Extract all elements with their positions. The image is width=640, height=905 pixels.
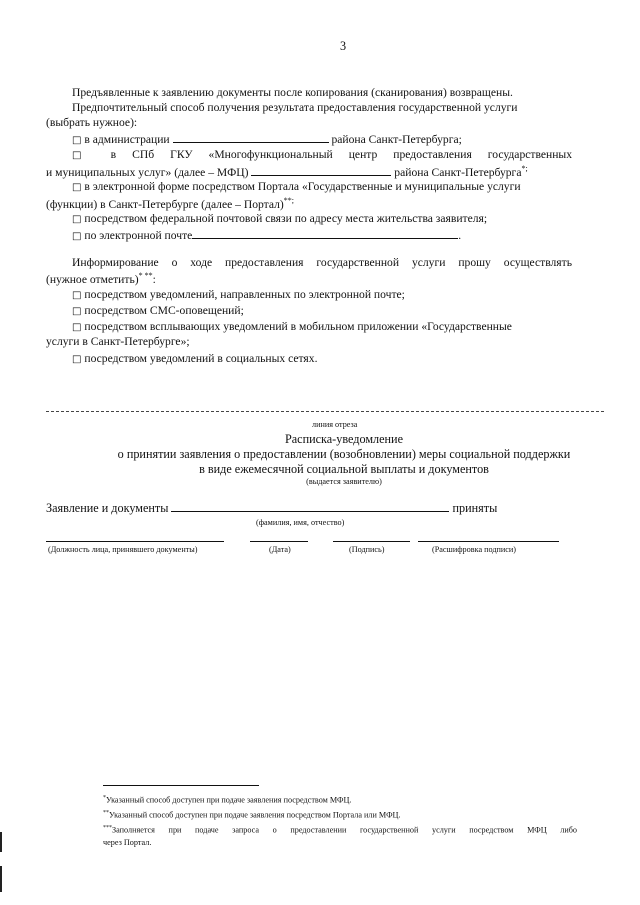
signature-caption: (Подпись) [349,545,385,554]
checkbox-icon[interactable]: □ [72,150,95,161]
checkbox-icon[interactable]: □ [72,306,82,317]
footnote-text: Указанный способ доступен при подаче заявления посредством Портала или МФЦ. [109,810,401,820]
option-portal-label-cont: (функции) в Санкт-Петербурге (далее – Портал) [46,197,284,211]
footnote-mark: *; [521,164,528,173]
option-administration[interactable] [72,132,462,146]
inform-option-social[interactable] [72,352,317,365]
option-portal-label: в электронной форме посредством Портала «Государственные и муниципальные услуги [84,180,521,193]
inform-option-app[interactable] [72,320,512,333]
inform-option-app-cont: услуги в Санкт-Петербурге»; [46,335,190,348]
footnote-mark: *** [103,825,112,831]
inform-heading-cont [46,271,156,286]
inform-option-social-label: посредством уведомлений в социальных сетях. [84,352,318,365]
receipt-note: (выдается заявителю) [306,477,382,486]
receipt-subtitle-cont: в виде ежемесячной социальной выплаты и документов [199,462,489,476]
footnote-mark: **; [283,196,295,205]
date-blank-line[interactable] [250,541,308,542]
date-caption: (Дата) [269,545,291,554]
footnote-text: Заполняется при подаче запроса о предоставлении государственной услуги посредством МФЦ либо [112,825,577,835]
option-mfc-label-cont: и муниципальных услуг» (далее – МФЦ) [46,165,249,179]
documents-returned-text: Предъявленные к заявлению документы после копирования (сканирования) возвращены. [72,86,513,99]
option-administration-label: в администрации [84,133,170,146]
fio-caption: (фамилия, имя, отчество) [256,518,345,527]
receipt-title: Расписка-уведомление [284,432,403,446]
footnote-text: Указанный способ доступен при подаче заявления посредством МФЦ. [106,795,352,805]
receipt-subtitle: о принятии заявления о предоставлении (возобновлении) меры социальной поддержки [117,447,571,461]
option-mfc-suffix: района Санкт-Петербурга [394,165,522,179]
footnote-mark: ** [103,810,109,816]
option-post-label: посредством федеральной почтовой связи по адресу места жительства заявителя; [84,212,488,225]
result-method-heading-cont: (выбрать нужное): [46,116,138,129]
page-number: 3 [340,39,347,53]
option-mfc-cont [46,164,528,179]
inform-option-sms-label: посредством СМС-оповещений; [84,304,244,317]
footnote-2 [103,810,401,820]
option-administration-suffix: района Санкт-Петербурга; [331,133,462,146]
signature-blank-line[interactable] [333,541,410,542]
mfc-district-blank-line[interactable] [251,165,391,176]
accepted-suffix: приняты [452,501,498,515]
inform-heading-cont-text: (нужное отметить) [46,272,139,286]
option-post[interactable] [72,212,487,225]
checkbox-icon[interactable]: □ [72,290,82,301]
footnote-3 [103,825,577,835]
footnote-mark: * ** [138,271,153,280]
checkbox-icon[interactable]: □ [72,354,82,365]
inform-option-sms[interactable] [72,304,244,317]
accepted-label: Заявление и документы [46,501,169,515]
fio-blank-line[interactable] [171,501,449,512]
inform-option-email-label: посредством уведомлений, направленных по электронной почте; [84,288,405,301]
option-mfc-label: в СПб ГКУ «Многофункциональный центр предоставления государственных [110,148,573,161]
checkbox-icon[interactable]: □ [72,135,82,146]
scan-edge-mark [0,832,2,852]
option-email[interactable] [72,228,461,242]
checkbox-icon[interactable]: □ [72,182,82,193]
inform-heading: Информирование о ходе предоставления государственной услуги прошу осуществлять [72,256,572,269]
option-portal[interactable] [72,180,521,193]
option-email-end: . [458,229,462,242]
footnote-separator [103,785,259,786]
position-blank-line[interactable] [46,541,224,542]
footnote-1 [103,795,351,805]
result-method-heading: Предпочтительный способ получения результата предоставления государственной услуги [72,101,518,114]
inform-option-email[interactable] [72,288,405,301]
email-blank-line[interactable] [192,228,458,239]
position-caption: (Должность лица, принявшего документы) [48,545,198,554]
scan-edge-mark [0,866,2,892]
checkbox-icon[interactable]: □ [72,322,82,333]
checkbox-icon[interactable]: □ [72,214,82,225]
option-email-label: по электронной почте [84,229,193,242]
checkbox-icon[interactable]: □ [72,231,82,242]
option-mfc[interactable] [72,148,572,161]
inform-heading-colon: : [152,272,156,286]
option-portal-cont [46,196,294,211]
accepted-line [46,501,497,516]
district-blank-line[interactable] [173,132,329,143]
cut-line [46,411,604,412]
signature-decoding-caption: (Расшифровка подписи) [432,545,517,554]
inform-option-app-label: посредством всплывающих уведомлений в мобильном приложении «Государственные [84,320,512,333]
footnote-mark: * [103,795,106,801]
footnote-3-cont: через Портал. [103,838,152,847]
signature-decoding-blank-line[interactable] [418,541,559,542]
cut-line-label: линия отреза [312,420,358,429]
